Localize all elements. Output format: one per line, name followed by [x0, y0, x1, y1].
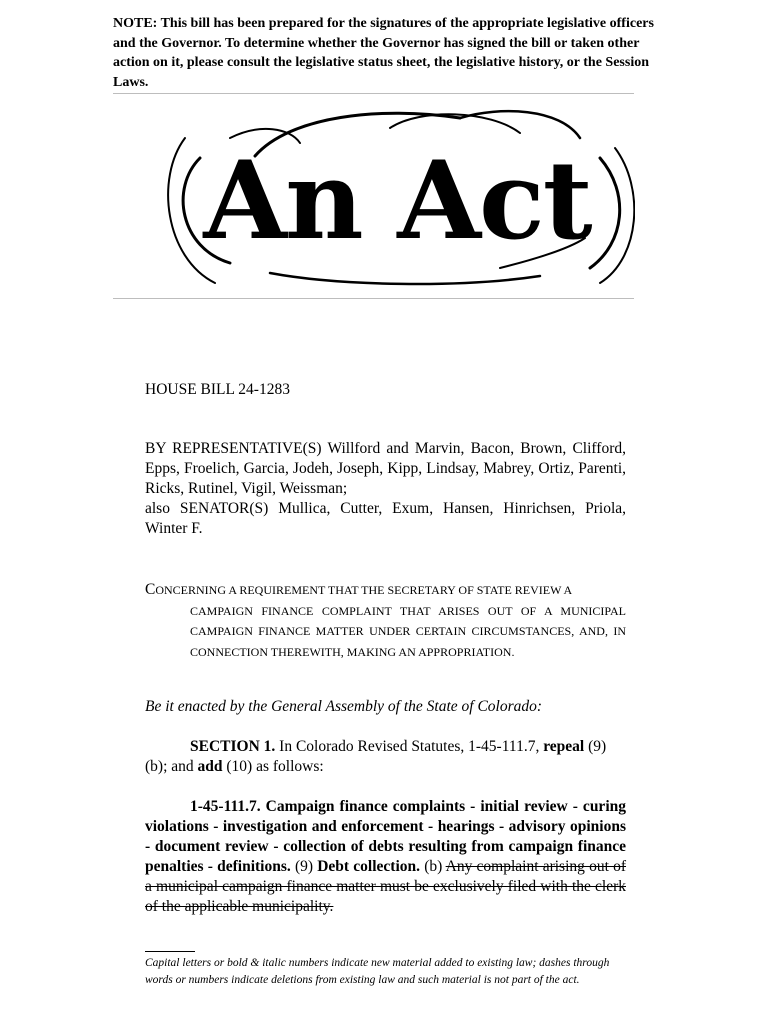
- enacting-clause: Be it enacted by the General Assembly of the State of Colorado:: [145, 698, 543, 715]
- concerning-clause: [145, 580, 626, 662]
- sponsors: [145, 439, 626, 539]
- statute-text: 1-45-111.7. Campaign finance complaints - initial review - curing violations - investigation and enforcement - hearings - advisory opinions - document review - collection of debts resulting from campaign finance penalties - definitions. (9) Debt collection. (b) Any complaint arising out of a municipal campaign finance matter must be exclusively filed with the clerk of the applicable municipality.: [145, 798, 627, 915]
- statute-heading: 1-45-111.7. Campaign finance complaints - initial review - curing violations - investigation and enforcement - hearings - advisory opinions - document review - collection of debts resulting from campaign finance penalties - definitions.: [145, 798, 626, 875]
- section-1: SECTION 1. In Colorado Revised Statutes, 1-45-111.7, repeal (9)(b); and add (10) as follows:: [145, 738, 607, 775]
- top-divider: [113, 93, 634, 94]
- concerning-rest: CAMPAIGN FINANCE COMPLAINT THAT ARISES OUT OF A MUNICIPAL CAMPAIGN FINANCE MATTER UNDER CERTAIN CIRCUMSTANCES, AND, IN CONNECTION THEREWITH, MAKING AN APPROPRIATION.: [190, 603, 626, 659]
- an-act-title: An Act: [203, 138, 591, 264]
- senate-sponsors: also SENATOR(S) Mullica, Cutter, Exum, Hansen, Hinrichsen, Priola, Winter F.: [145, 500, 626, 537]
- bottom-divider: [113, 298, 634, 299]
- footnote-divider: [145, 951, 195, 952]
- concerning-first-line: CONCERNING A REQUIREMENT THAT THE SECRETARY OF STATE REVIEW A: [145, 581, 573, 598]
- footnote: Capital letters or bold & italic numbers indicate new material added to existing law; dashes through words or numbers indicate deletions from existing law and such material is not part of the act.: [145, 957, 610, 986]
- house-sponsors: BY REPRESENTATIVE(S) Willford and Marvin, Bacon, Brown, Clifford, Epps, Froelich, Garcia, Jodeh, Joseph, Kipp, Lindsay, Mabrey, Ortiz, Parenti, Ricks, Rutinel, Vigil, Weissman;: [145, 440, 626, 497]
- struck-text: Any complaint arising out of a municipal campaign finance matter must be exclusively filed with the clerk of the applicable municipality.: [145, 858, 627, 915]
- status-note: NOTE: This bill has been prepared for the signatures of the appropriate legislative officers and the Governor. To determine whether the Governor has signed the bill or taken other action on it, please consult the legislative status sheet, the legislative history, or the Session Laws.: [113, 16, 654, 90]
- an-act-seal: [160, 98, 635, 293]
- section-heading: SECTION 1.: [190, 738, 276, 755]
- bill-number: HOUSE BILL 24-1283: [145, 381, 290, 398]
